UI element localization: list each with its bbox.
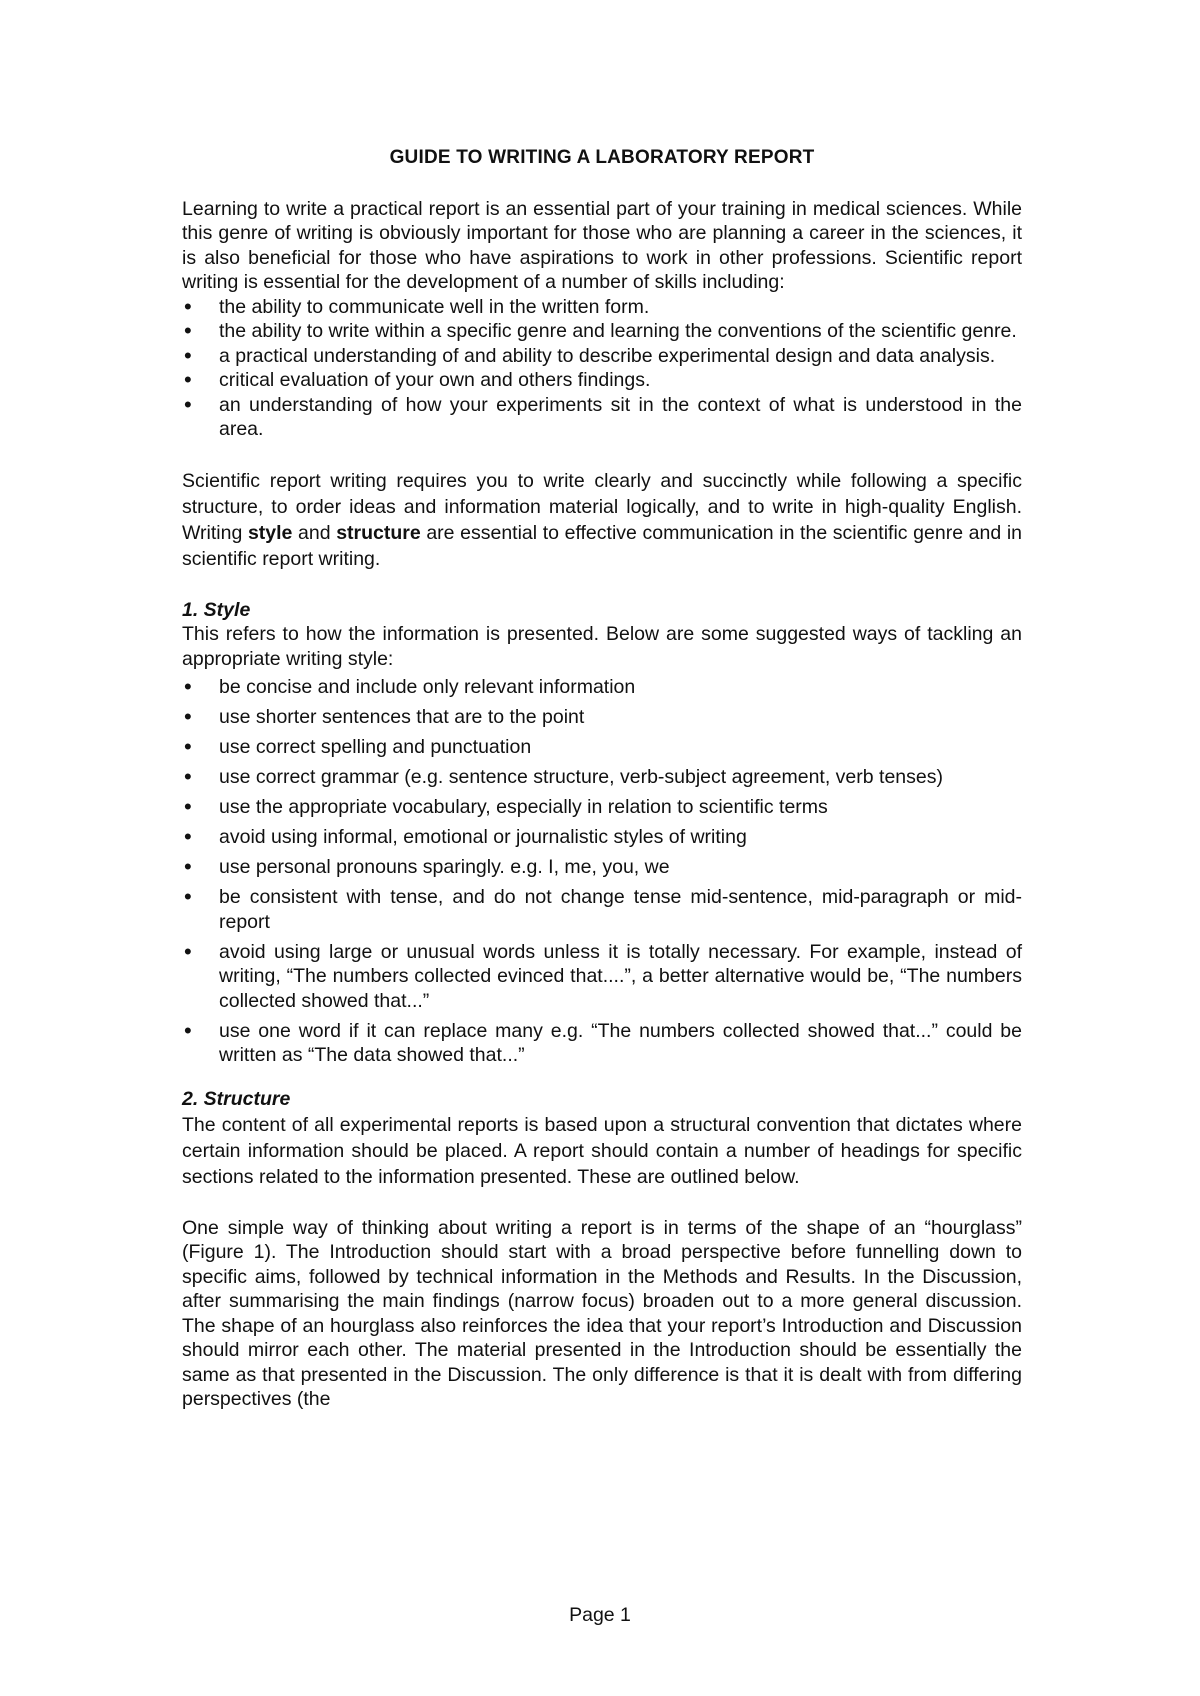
list-item: • be concise and include only relevant information (182, 675, 1022, 700)
list-item: • use correct spelling and punctuation (182, 735, 1022, 760)
list-item: • use one word if it can replace many e.g. “The numbers collected showed that...” could be written as “The data showed that...” (182, 1019, 1022, 1068)
structure-paragraph-1: The content of all experimental reports is based upon a structural convention that dictates where certain information should be placed. A report should contain a number of headings for specific sections related to the information presented. These are outlined below. (182, 1113, 1022, 1188)
list-item: • use the appropriate vocabulary, especially in relation to scientific terms (182, 795, 1022, 820)
skills-list (182, 295, 1022, 442)
list-item: • use personal pronouns sparingly. e.g. I, me, you, we (182, 855, 1022, 880)
list-item: • use shorter sentences that are to the point (182, 705, 1022, 730)
document-title: GUIDE TO WRITING A LABORATORY REPORT (389, 147, 815, 168)
document-page (182, 146, 1022, 1412)
list-item: • an understanding of how your experiments sit in the context of what is understood in the area. (182, 393, 1022, 442)
page-number: Page 1 (569, 1604, 631, 1626)
list-item: • avoid using large or unusual words unless it is totally necessary. For example, instead of writing, “The numbers collected evinced that....”, a better alternative would be, “The numbers collected showed that...” (182, 940, 1022, 1014)
style-heading: 1. Style (182, 598, 251, 621)
requirements-paragraph: Scientific report writing requires you to write clearly and succinctly while following a specific structure, to order ideas and information material logically, and to write in high-quality English. Writing style and structure are essential to effective communication in the scientific genre and in scientific report writing. (182, 469, 1022, 570)
bold-structure-term: structure (336, 521, 421, 544)
list-item: • a practical understanding of and ability to describe experimental design and data analysis. (182, 344, 1022, 369)
bold-style-term: style (247, 521, 293, 544)
style-paragraph: This refers to how the information is presented. Below are some suggested ways of tackling an appropriate writing style: (182, 623, 1022, 670)
intro-paragraph: Learning to write a practical report is an essential part of your training in medical sciences. While this genre of writing is obviously important for those who are planning a career in the sciences, it is also beneficial for those who have aspirations to work in other professions. Scientific report writing is essential for the development of a number of skills including: (182, 197, 1022, 293)
list-item: • the ability to write within a specific genre and learning the conventions of the scientific genre. (182, 319, 1022, 344)
structure-heading: 2. Structure (182, 1088, 291, 1110)
list-item: • critical evaluation of your own and others findings. (182, 368, 1022, 393)
list-item: • the ability to communicate well in the written form. (182, 295, 1022, 320)
list-item: • avoid using informal, emotional or journalistic styles of writing (182, 825, 1022, 850)
style-list (182, 675, 1022, 1068)
structure-paragraph-2: One simple way of thinking about writing a report is in terms of the shape of an “hourglass” (Figure 1). The Introduction should start with a broad perspective before funnelling down to specific aims, followed by technical information in the Methods and Results. In the Discussion, after summarising the main findings (narrow focus) broaden out to a more general discussion. The shape of an hourglass also reinforces the idea that your report’s Introduction and Discussion should mirror each other. The material presented in the Introduction should be essentially the same as that presented in the Discussion. The only difference is that it is dealt with from differing perspectives (the (182, 1216, 1022, 1410)
list-item: • use correct grammar (e.g. sentence structure, verb-subject agreement, verb tenses) (182, 765, 1022, 790)
list-item: • be consistent with tense, and do not change tense mid-sentence, mid-paragraph or mid-report (182, 885, 1022, 934)
